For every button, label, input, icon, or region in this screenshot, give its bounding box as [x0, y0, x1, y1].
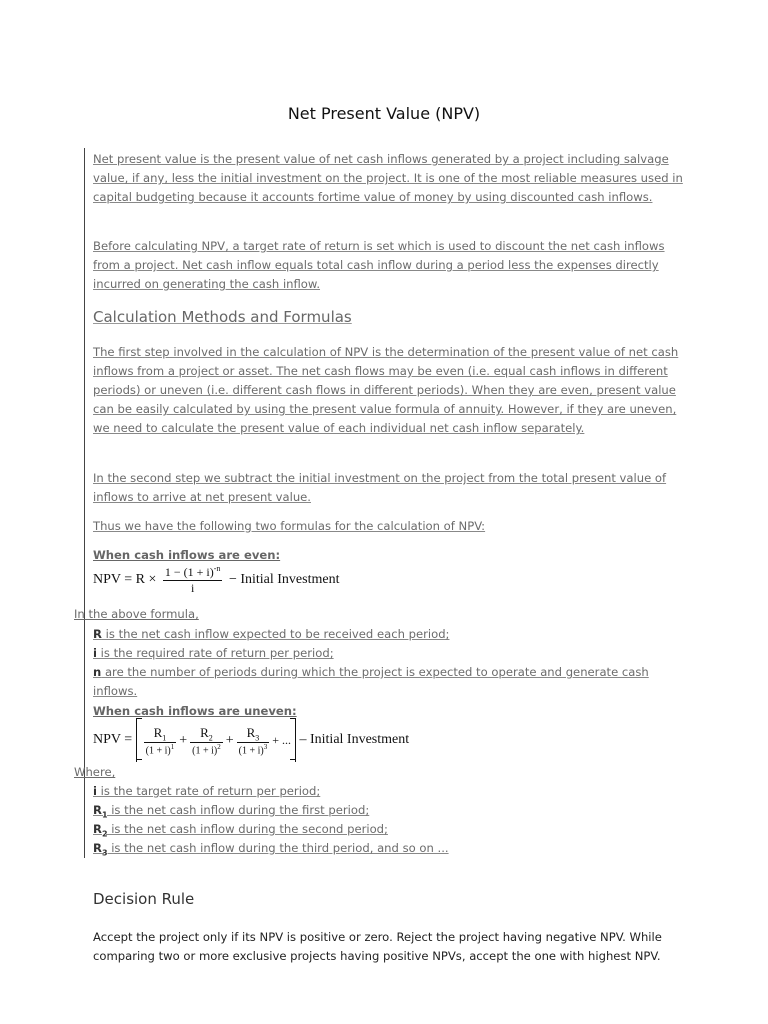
def-R2: $R_2$ is the net cash inflow during the second period; [93, 822, 388, 839]
formula-tail: – Initial Investment [299, 732, 410, 748]
term-2: $\frac{R_2}{(1 + i)^2}$ [192, 724, 221, 757]
intro-paragraph-1: Net present value is the present value of net cash inflows generated by a project including salvage value, if any, less the initial investment on the project. It is one of the most reliable measures used in capital budgeting because it accounts fortime value of money by using discounted cash inflows. [93, 152, 683, 205]
fraction-denominator: i [163, 580, 223, 596]
def-i-uneven: i is the target rate of return per period; [93, 784, 321, 798]
def-n: n are the number of periods during which the project is expected to operate and generate cash [93, 665, 649, 679]
method-paragraph-1: The first step involved in the calculation of NPV is the determination of the present value of net cash inflows from a project or asset. The net cash flows may be even (i.e. equal cash inflows in different periods) or uneven (i.e. different cash flows in different periods). When they are even, present value can be easily calculated by using the present value formula of annuity. However, if they are uneven, we need to calculate the present value of each individual net cash inflow separately. [93, 345, 679, 436]
even-formula [93, 564, 339, 596]
def-R1: $R_1$ is the net cash inflow during the first period; [93, 803, 370, 820]
fraction-numerator: $1 - (1 + i)^{-n}$ [164, 564, 221, 579]
page-title: Net Present Value (NPV) [287, 104, 481, 123]
def-R: R is the net cash inflow expected to be received each period; [93, 627, 450, 641]
method-paragraph-2: In the second step we subtract the initial investment on the project from the total present value of inflows to arrive at net present value. [93, 471, 667, 505]
uneven-label: When cash inflows are uneven: [93, 704, 297, 718]
formula-fraction [163, 564, 223, 596]
method-paragraph-3: Thus we have the following two formulas for the calculation of NPV: [93, 519, 486, 533]
formula-lhs: NPV = [93, 732, 133, 748]
def-n-cont: inflows. [93, 684, 138, 698]
def-R3: $R_3$ is the net cash inflow during the third period, and so on ... [93, 841, 449, 858]
even-defs-intro: In the above formula, [74, 607, 199, 621]
margin-rule [84, 148, 85, 858]
term-1: $\frac{R_1}{(1 + i)^1}$ [145, 724, 175, 757]
uneven-formula [93, 718, 409, 762]
decision-heading: Decision Rule [93, 890, 195, 908]
even-label: When cash inflows are even: [93, 548, 281, 562]
formula-tail: − Initial Investment [228, 572, 340, 588]
formula-lhs: NPV = R × [93, 572, 157, 588]
def-i: i is the required rate of return per period; [93, 646, 334, 660]
term-3: $\frac{R_3}{(1 + i)^3}$ [238, 724, 268, 757]
intro-paragraph-2: Before calculating NPV, a target rate of return is set which is used to discount the net cash inflows from a project. Net cash inflow equals total cash inflow during a period less the expenses directly incurred on generating the cash inflow. [93, 239, 665, 292]
decision-text: Accept the project only if its NPV is positive or zero. Reject the project having negative NPV. While comparing two or more exclusive projects having positive NPVs, accept the one with highest NPV. [93, 930, 662, 963]
uneven-defs-intro: Where, [74, 765, 116, 779]
section-heading: Calculation Methods and Formulas [93, 308, 352, 326]
formula-bracket: $\frac{R_1}{(1 + i)^1}$ + $\frac{R_2}{(1 + i)^2}$ + $\frac{R_3}{(1 + i)^3}$ + ... [136, 718, 296, 762]
